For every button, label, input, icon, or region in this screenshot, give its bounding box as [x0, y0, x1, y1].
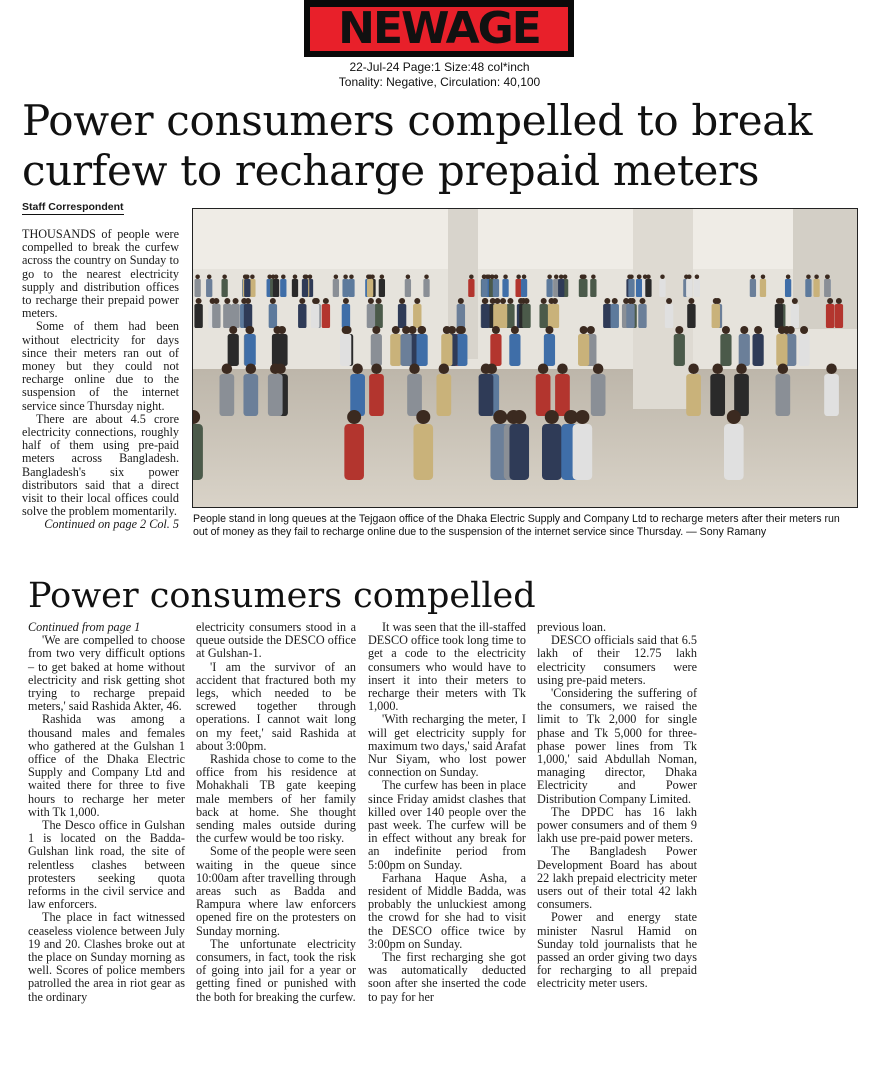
- continued-on-note: Continued on page 2 Col. 5: [44, 517, 179, 532]
- lead-paragraph: Some of them had been without electricity for days since their meters ran out of money but they could not recharge online due to the suspension of the internet service since Thursday night.: [22, 319, 179, 413]
- article-headline: Power consumers compelled to break curfew to recharge prepaid meters: [22, 96, 813, 195]
- article-paragraph: DESCO officials said that 6.5 lakh of their 12.75 lakh electricity consumers were using pre-paid meters.: [537, 633, 697, 687]
- article-paragraph: The Desco office in Gulshan 1 is located on the Badda-Gulshan link road, the site of relentless clashes between protesters seeking quota reforms in the civil service and law enforcers.: [28, 818, 185, 912]
- continued-from-note: Continued from page 1: [28, 620, 141, 634]
- logo-plate: [310, 2, 568, 54]
- continuation-column-2: [196, 621, 356, 1004]
- article-paragraph: Rashida chose to come to the office from his residence at Mohakhali TB gate keeping male members of her family back at home. She thought sending males outside during the curfew would be too risky.: [196, 752, 356, 846]
- article-paragraph: Power and energy state minister Nasrul Hamid on Sunday told journalists that he passed an order giving two days for recharging to all prepaid electricity meter users.: [537, 910, 697, 991]
- lead-paragraph: THOUSANDS of people were compelled to break the curfew across the country on Sunday to go to the nearest electricity supply and distribution offices to recharge their prepaid power meters.: [22, 227, 179, 321]
- news-photo: [192, 208, 858, 508]
- continuation-headline: Power consumers compelled: [28, 576, 536, 616]
- article-paragraph: Rashida was among a thousand males and females who gathered at the Gulshan 1 office of the Dhaka Electric Supply and Company Ltd and waited there for three to five hours to recharge her meter with Tk 1,000.: [28, 712, 185, 819]
- byline: Staff Correspondent: [22, 201, 124, 213]
- logo-text: NEWAGE: [338, 2, 540, 54]
- article-paragraph: electricity consumers stood in a queue outside the DESCO office at Gulshan-1.: [196, 620, 356, 661]
- article-paragraph: Farhana Haque Asha, a resident of Middle Badda, was probably the unluckiest among the crowd for she had to visit the DESCO office twice by 3:00pm on Sunday.: [368, 870, 526, 951]
- article-paragraph: The unfortunate electricity consumers, in fact, took the risk of going into jail for a year or getting fined or punished with the both for breaking the curfew.: [196, 936, 356, 1004]
- article-paragraph: 'Considering the suffering of the consumers, we raised the limit to Tk 2,000 for single phase and Tk 5,000 for three-phase power lines from Tk 1,000,' said Abdullah Noman, managing director, Dhaka Electricity and Power Distribution Company Limited.: [537, 686, 697, 806]
- article-paragraph: The DPDC has 16 lakh power consumers and of them 9 lakh use pre-paid power meters.: [537, 804, 697, 846]
- article-paragraph: Some of the people were seen waiting in the queue since 10:00am after travelling through areas such as Badda and Rampura where law enforcers opened fire on the protesters on Sunday morning.: [196, 844, 356, 938]
- article-paragraph: The first recharging she got was automatically deducted soon after she inserted the code to pay for her: [368, 950, 526, 1004]
- continuation-column-4: [537, 621, 697, 991]
- article-paragraph: 'With recharging the meter, I will get electricity supply for maximum two days,' said Arafat Nur Siyam, who lost power connection on Sunday.: [368, 712, 526, 780]
- article-paragraph: The curfew has been in place since Friday amidst clashes that killed over 140 people over the past week. The curfew will be in effect without any break for an indefinite period from 5:00pm on Sunday.: [368, 778, 526, 872]
- newspaper-logo: [304, 0, 574, 57]
- article-paragraph: 'We are compelled to choose from two very difficult options – to get baked at home without electricity and risk getting shot trying to recharge prepaid meters,' said Rashida Akter, 46.: [28, 633, 185, 714]
- continuation-column-1: [28, 621, 185, 1004]
- continuation-column-3: [368, 621, 526, 1004]
- article-paragraph: previous loan.: [537, 620, 607, 634]
- crowd-photo-illustration: [193, 209, 857, 507]
- clipping-meta-line-2: Tonality: Negative, Circulation: 40,100: [338, 75, 541, 89]
- article-paragraph: The place in fact witnessed ceaseless violence between July 19 and 20. Clashes broke out at the place on Sunday morning as well. Scores of police members patrolled the area in riot gear as the ordinary: [28, 910, 185, 1004]
- lead-column: [22, 228, 179, 532]
- article-paragraph: The Bangladesh Power Development Board has about 22 lakh prepaid electricity meter users out of their total 42 lakh consumers.: [537, 844, 697, 912]
- lead-paragraph: There are about 4.5 crore electricity connections, roughly half of them using pre-paid meters across Bangladesh. Bangladesh's six power distributors said that a direct visit to their local offices could solve the problem momentarily.: [22, 411, 179, 519]
- article-paragraph: 'I am the survivor of an accident that fractured both my legs, which needed to be screwed together through operations. I cannot wait long on my feet,' said Rashida at about 3:00pm.: [196, 659, 356, 753]
- photo-caption: People stand in long queues at the Tejgaon office of the Dhaka Electric Supply and Company Ltd to recharge meters after their meters run out of money as they fail to recharge online due to the suspension of the internet service since Thursday. — Sony Ramany: [193, 513, 840, 538]
- clipping-meta-line-1: 22-Jul-24 Page:1 Size:48 col*inch: [349, 60, 530, 74]
- article-paragraph: It was seen that the ill-staffed DESCO office took long time to get a code to the electricity consumers who would have to insert it into their meters to recharge their meters with Tk 1,000.: [368, 620, 526, 714]
